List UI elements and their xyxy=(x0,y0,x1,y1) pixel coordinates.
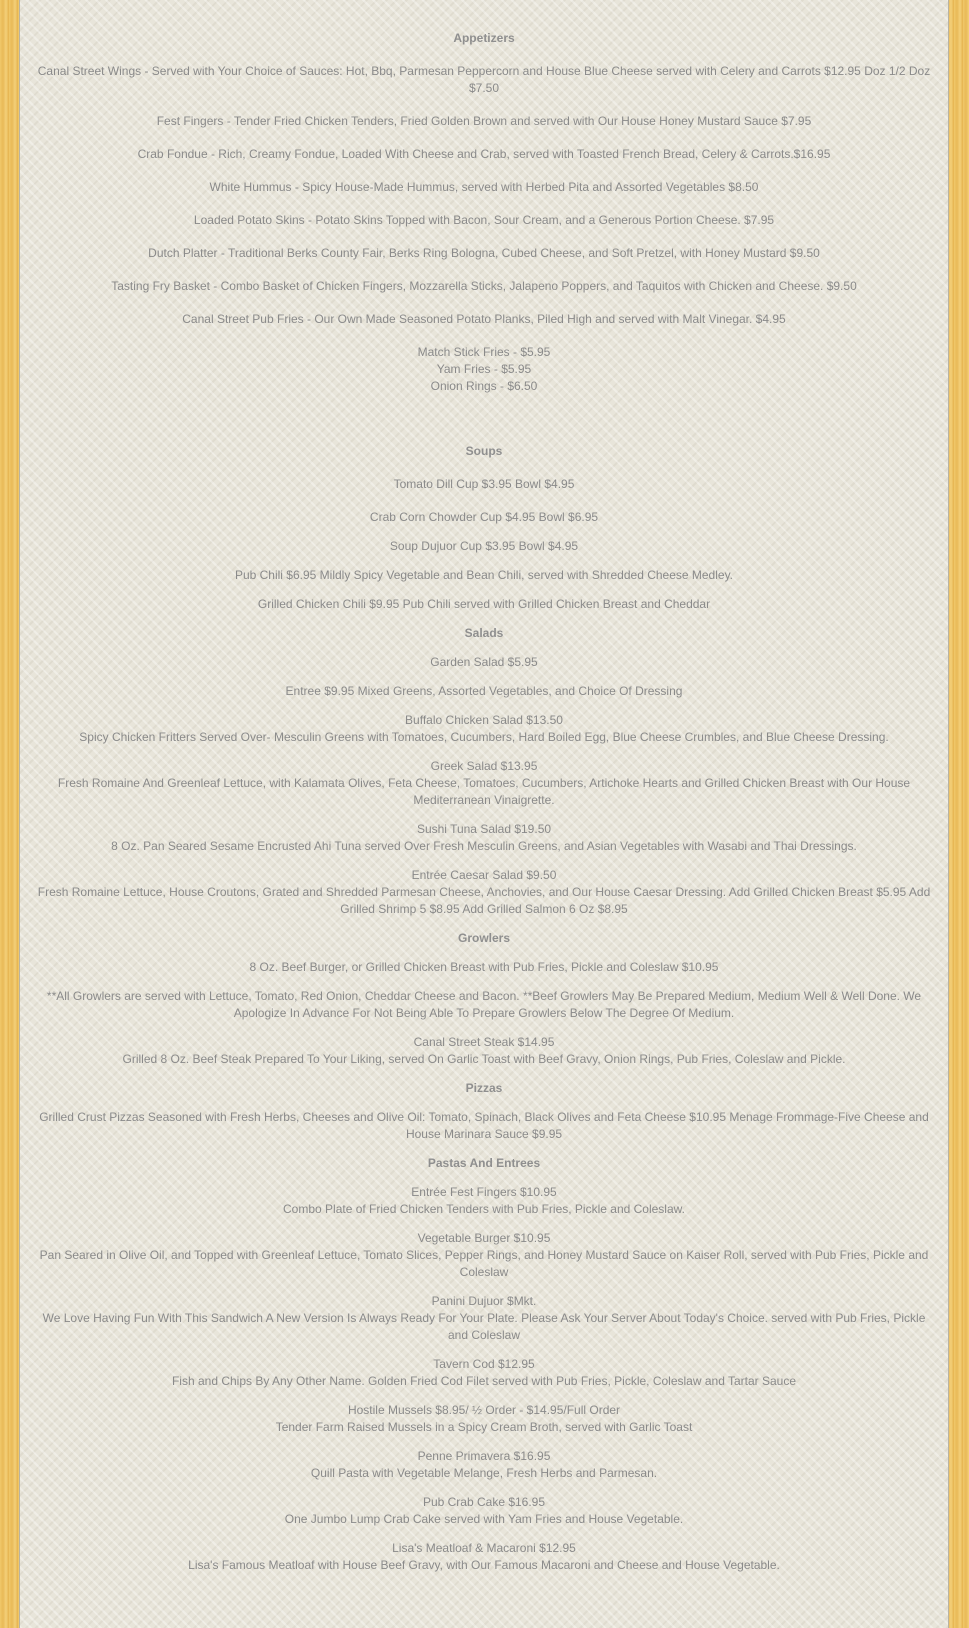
item-desc: Tender Farm Raised Mussels in a Spicy Cream Broth, served with Garlic Toast xyxy=(275,1420,693,1434)
menu-item xyxy=(37,1293,931,1344)
menu-item: Dutch Platter - Traditional Berks County Fair, Berks Ring Bologna, Cubed Cheese, and Soft Pretzel, with Honey Mustard $9.50 xyxy=(148,246,820,260)
menu-item: 8 Oz. Beef Burger, or Grilled Chicken Breast with Pub Fries, Pickle and Coleslaw $10.95 xyxy=(249,960,719,974)
menu-item: Crab Fondue - Rich, Creamy Fondue, Loaded With Cheese and Crab, served with Toasted French Bread, Celery & Carrots.$16.95 xyxy=(137,147,831,161)
menu-item xyxy=(37,758,931,809)
item-title: Penne Primavera $16.95 xyxy=(417,1449,551,1463)
item-title: Lisa's Meatloaf & Macaroni $12.95 xyxy=(392,1541,576,1555)
salads-heading: Salads xyxy=(464,626,504,640)
menu-item xyxy=(37,712,931,746)
item-desc: Fish and Chips By Any Other Name. Golden Fried Cod Filet served with Pub Fries, Pickle, Coleslaw and Tartar Sauce xyxy=(171,1374,797,1388)
menu-item: Tomato Dill Cup $3.95 Bowl $4.95 xyxy=(393,477,575,491)
item-title: Tavern Cod $12.95 xyxy=(433,1357,535,1371)
item-desc: We Love Having Fun With This Sandwich A New Version Is Always Ready For Your Plate. Please Ask Your Server About Today's Choice. served with Pub Fries, Pickle and Coleslaw xyxy=(42,1311,926,1342)
pastas-heading: Pastas And Entrees xyxy=(427,1156,541,1170)
side-item: Onion Rings - $6.50 xyxy=(430,379,538,393)
item-desc: Grilled 8 Oz. Beef Steak Prepared To Your Liking, served On Garlic Toast with Beef Gravy, Onion Rings, Pub Fries, Coleslaw and Pickle. xyxy=(122,1052,846,1066)
item-desc: Combo Plate of Fried Chicken Tenders with Pub Fries, Pickle and Coleslaw. xyxy=(283,1202,685,1216)
menu-panel xyxy=(19,0,949,1628)
sides-list xyxy=(37,344,931,395)
item-title: Entrée Caesar Salad $9.50 xyxy=(411,868,557,882)
menu-item: White Hummus - Spicy House-Made Hummus, served with Herbed Pita and Assorted Vegetables $8.50 xyxy=(209,180,759,194)
growlers-heading: Growlers xyxy=(457,931,511,945)
soups-heading: Soups xyxy=(465,444,503,458)
menu-item xyxy=(37,1540,931,1574)
menu-item xyxy=(37,1230,931,1281)
menu-item: Pub Chili $6.95 Mildly Spicy Vegetable and Bean Chili, served with Shredded Cheese Medley. xyxy=(234,568,734,582)
item-title: Hostile Mussels $8.95/ ½ Order - $14.95/Full Order xyxy=(347,1403,621,1417)
appetizers-heading: Appetizers xyxy=(453,31,515,45)
menu-item: Crab Corn Chowder Cup $4.95 Bowl $6.95 xyxy=(369,510,599,524)
menu-item: Grilled Crust Pizzas Seasoned with Fresh Herbs, Cheeses and Olive Oil: Tomato, Spinach, Black Olives and Feta Cheese $10.95 Menage Frommage-Five Cheese and House Marinara Sauce $9.95 xyxy=(39,1110,929,1141)
item-title: Panini Dujuor $Mkt. xyxy=(431,1294,537,1308)
menu-item xyxy=(37,1356,931,1390)
menu-item: Loaded Potato Skins - Potato Skins Topped with Bacon, Sour Cream, and a Generous Portion Cheese. $7.95 xyxy=(193,213,775,227)
menu-item xyxy=(37,1402,931,1436)
menu-item xyxy=(37,867,931,918)
side-item: Yam Fries - $5.95 xyxy=(436,362,532,376)
menu-item: Garden Salad $5.95 xyxy=(430,655,538,669)
item-desc: Pan Seared in Olive Oil, and Topped with Greenleaf Lettuce, Tomato Slices, Pepper Rings, and Honey Mustard Sauce on Kaiser Roll, served with Pub Fries, Pickle and Coleslaw xyxy=(39,1248,929,1279)
item-title: Entrée Fest Fingers $10.95 xyxy=(411,1185,557,1199)
growlers-note: **All Growlers are served with Lettuce, Tomato, Red Onion, Cheddar Cheese and Bacon. **Beef Growlers May Be Prepared Medium, Medium Well & Well Done. We Apologize In Advance For Not Being Able To Prepare Growlers Below The Degree Of Medium. xyxy=(46,989,922,1020)
menu-item: Grilled Chicken Chili $9.95 Pub Chili served with Grilled Chicken Breast and Cheddar xyxy=(257,597,711,611)
menu-item xyxy=(37,1494,931,1528)
menu-item: Canal Street Wings - Served with Your Choice of Sauces: Hot, Bbq, Parmesan Peppercorn and House Blue Cheese served with Celery and Carrots $12.95 Doz 1/2 Doz $7.50 xyxy=(37,64,931,95)
menu-item xyxy=(37,1184,931,1218)
menu-item: Fest Fingers - Tender Fried Chicken Tenders, Fried Golden Brown and served with Our House Honey Mustard Sauce $7.95 xyxy=(156,114,812,128)
menu-item xyxy=(37,1034,931,1068)
item-desc: Spicy Chicken Fritters Served Over- Mesculin Greens with Tomatoes, Cucumbers, Hard Boiled Egg, Blue Cheese Crumbles, and Blue Cheese Dressing. xyxy=(79,730,889,744)
item-title: Sushi Tuna Salad $19.50 xyxy=(416,822,552,836)
item-title: Pub Crab Cake $16.95 xyxy=(422,1495,546,1509)
item-desc: Quill Pasta with Vegetable Melange, Fresh Herbs and Parmesan. xyxy=(310,1466,658,1480)
item-title: Buffalo Chicken Salad $13.50 xyxy=(405,713,563,727)
menu-item xyxy=(37,821,931,855)
item-title: Vegetable Burger $10.95 xyxy=(417,1231,551,1245)
item-desc: Lisa's Famous Meatloaf with House Beef Gravy, with Our Famous Macaroni and Cheese and House Vegetable. xyxy=(188,1558,780,1572)
item-title: Canal Street Steak $14.95 xyxy=(413,1035,555,1049)
item-desc: 8 Oz. Pan Seared Sesame Encrusted Ahi Tuna served Over Fresh Mesculin Greens, and Asian Vegetables with Wasabi and Thai Dressings. xyxy=(111,839,857,853)
menu-content xyxy=(37,30,931,1574)
menu-item: Canal Street Pub Fries - Our Own Made Seasoned Potato Planks, Piled High and served with Malt Vinegar. $4.95 xyxy=(182,312,786,326)
item-desc: One Jumbo Lump Crab Cake served with Yam Fries and House Vegetable. xyxy=(284,1512,684,1526)
item-desc: Fresh Romaine Lettuce, House Croutons, Grated and Shredded Parmesan Cheese, Anchovies, and Our House Caesar Dressing. Add Grilled Chicken Breast $5.95 Add Grilled Shrimp 5 $8.95 Add Grilled Salmon 6 Oz $8.95 xyxy=(37,885,931,916)
pizzas-heading: Pizzas xyxy=(465,1081,503,1095)
side-item: Match Stick Fries - $5.95 xyxy=(417,345,551,359)
menu-item: Soup Dujuor Cup $3.95 Bowl $4.95 xyxy=(389,539,579,553)
item-title: Greek Salad $13.95 xyxy=(430,759,538,773)
menu-item: Tasting Fry Basket - Combo Basket of Chicken Fingers, Mozzarella Sticks, Jalapeno Poppers, and Taquitos with Chicken and Cheese. $9.50 xyxy=(111,279,857,293)
menu-item xyxy=(37,1448,931,1482)
menu-item: Entree $9.95 Mixed Greens, Assorted Vegetables, and Choice Of Dressing xyxy=(285,684,683,698)
item-desc: Fresh Romaine And Greenleaf Lettuce, with Kalamata Olives, Feta Cheese, Tomatoes, Cucumbers, Artichoke Hearts and Grilled Chicken Breast with Our House Mediterranean Vinaigrette. xyxy=(57,776,911,807)
